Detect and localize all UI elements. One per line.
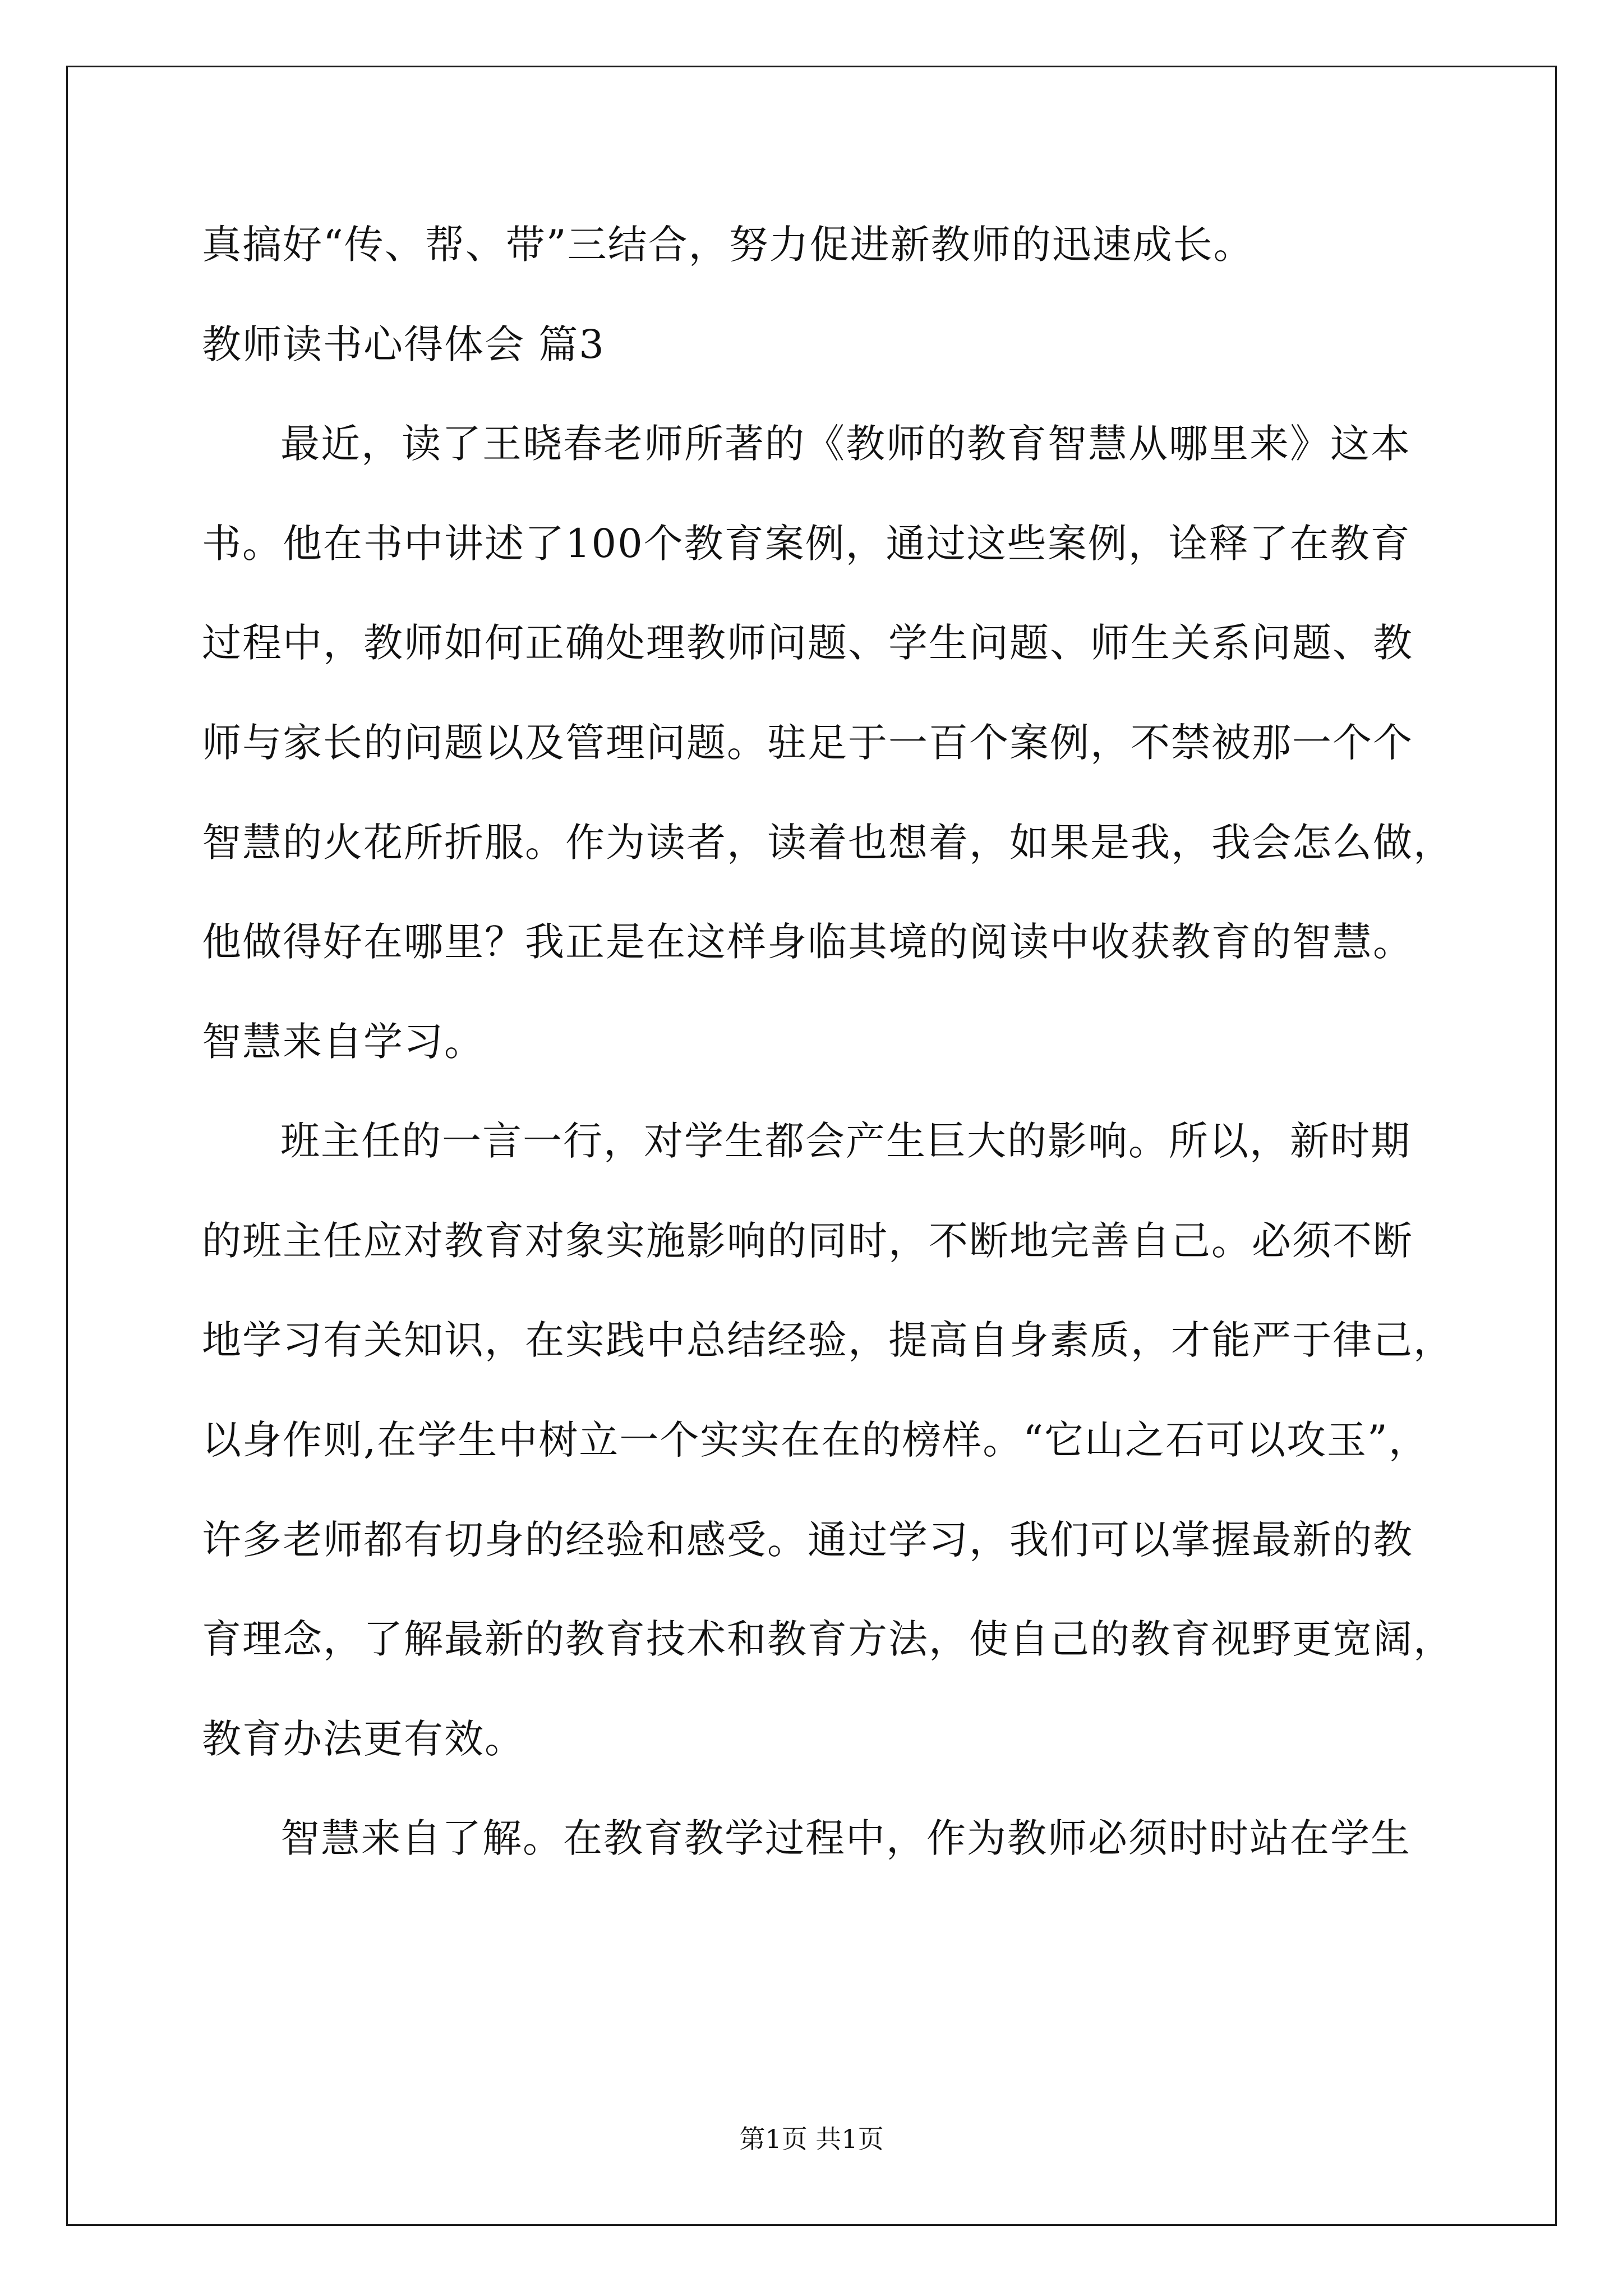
text-line-14: 许多老师都有切身的经验和感受。通过学习，我们可以掌握最新的教 <box>202 1517 1413 1563</box>
text-line-17: 智慧来自了解。在教育教学过程中，作为教师必须时时站在学生 <box>280 1815 1411 1861</box>
text-line-9: 智慧来自学习。 <box>202 1019 485 1065</box>
text-line-8: 他做得好在哪里？我正是在这样身临其境的阅读中收获教育的智慧。 <box>202 919 1413 965</box>
text-line-4: 书。他在书中讲述了100个教育案例，通过这些案例，诠释了在教育 <box>202 521 1411 567</box>
text-line-3: 最近，读了王晓春老师所著的《教师的教育智慧从哪里来》这本 <box>280 421 1411 467</box>
text-line-7: 智慧的火花所折服。作为读者，读着也想着，如果是我，我会怎么做， <box>202 820 1454 866</box>
text-line-6: 师与家长的问题以及管理问题。驻足于一百个案例，不禁被那一个个 <box>202 720 1413 766</box>
text-line-12: 地学习有关知识，在实践中总结经验，提高自身素质，才能严于律己， <box>202 1317 1454 1363</box>
text-line-16: 教育办法更有效。 <box>202 1716 525 1762</box>
text-line-10: 班主任的一言一行，对学生都会产生巨大的影响。所以，新时期 <box>280 1118 1411 1164</box>
text-line-5: 过程中，教师如何正确处理教师问题、学生问题、师生关系问题、教 <box>202 620 1413 666</box>
text-line-1: 真搞好“传、帮、带”三结合，努力促进新教师的迅速成长。 <box>202 222 1254 268</box>
page-number-footer: 第1页 共1页 <box>739 2124 884 2154</box>
text-line-13: 以身作则,在学生中树立一个实实在在的榜样。“它山之石可以攻玉”， <box>202 1417 1429 1463</box>
text-line-15: 育理念，了解最新的教育技术和教育方法，使自己的教育视野更宽阔， <box>202 1616 1454 1662</box>
text-line-11: 的班主任应对教育对象实施影响的同时，不断地完善自己。必须不断 <box>202 1218 1413 1264</box>
section-heading: 教师读书心得体会 篇3 <box>202 321 605 367</box>
